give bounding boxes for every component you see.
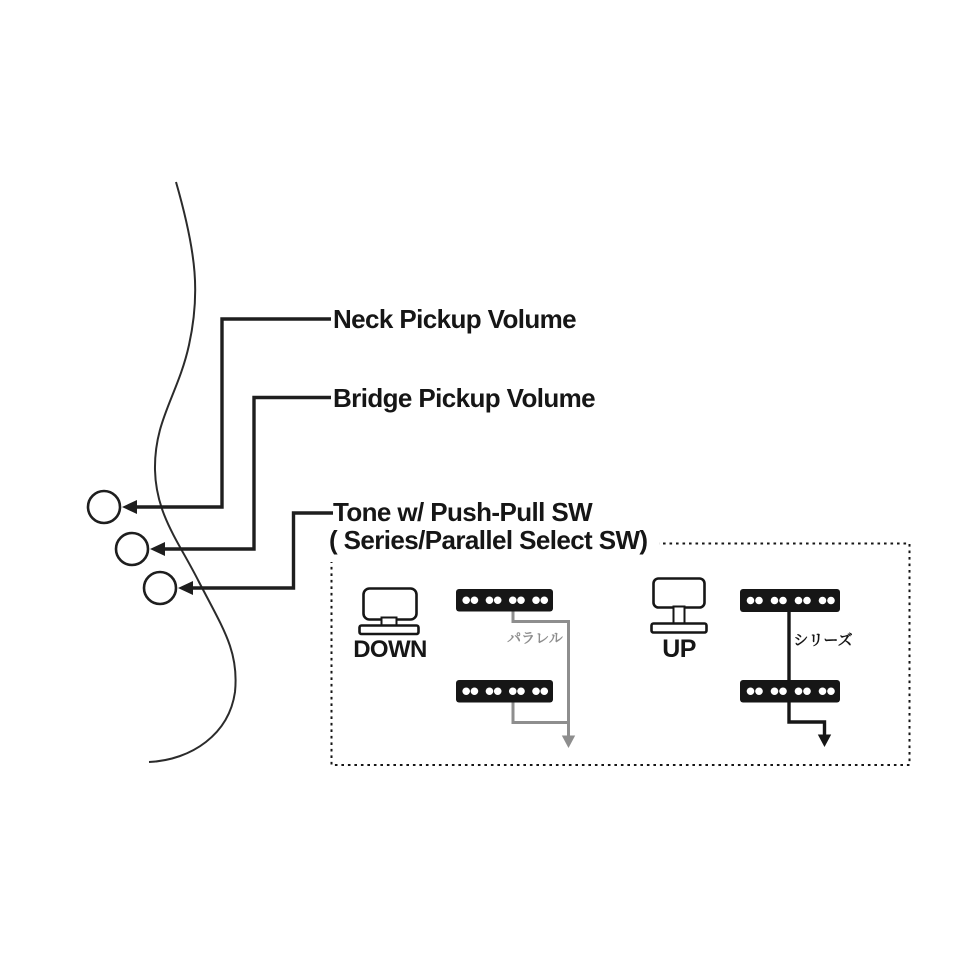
tone-label-line1: Tone w/ Push-Pull SW <box>333 497 593 527</box>
series-wiring-label: シリーズ <box>793 631 853 649</box>
bridge-volume-label: Bridge Pickup Volume <box>333 383 596 413</box>
neck-volume-label: Neck Pickup Volume <box>333 304 577 334</box>
parallel-wiring-label: パラレル <box>507 631 563 647</box>
switch-down-label: DOWN <box>353 636 427 663</box>
tone-label-line2: ( Series/Parallel Select SW) <box>329 525 648 555</box>
switch-up-label: UP <box>662 635 696 663</box>
tone-pushpull-label <box>326 492 659 562</box>
